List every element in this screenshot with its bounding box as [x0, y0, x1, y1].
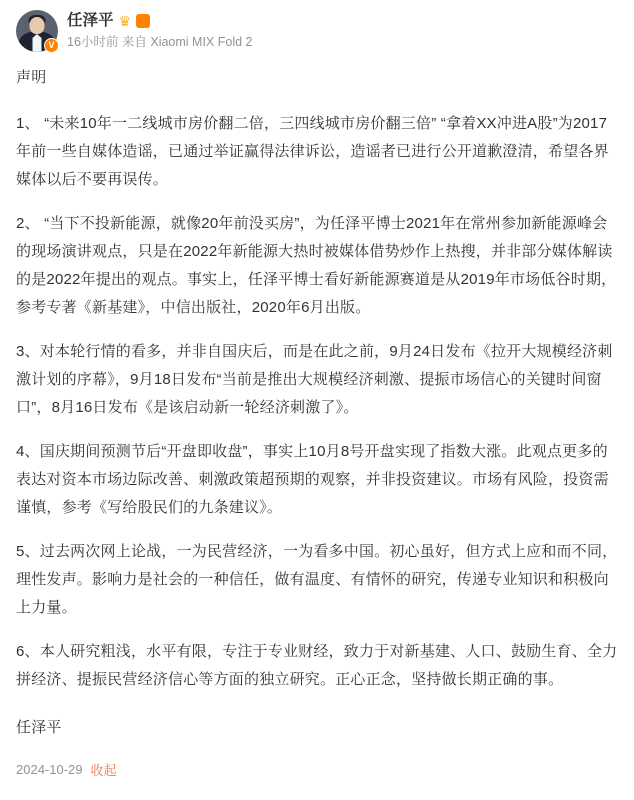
- collapse-button[interactable]: 收起: [90, 763, 117, 778]
- post-signature: 任泽平: [16, 719, 62, 736]
- vip-badge-icon[interactable]: [136, 14, 150, 28]
- crown-icon: ♛: [118, 13, 132, 29]
- post-paragraph-3: 3、对本轮行情的看多，并非自国庆后，而是在此之前，9月24日发布《拉开大规模经济刺激计划的序幕》，9月18日发布“当前是推出大规模经济刺激、提振市场信心的关键时间窗口”，8月16日发布《是该启动新一轮经济刺激了》。: [16, 343, 613, 416]
- post-header: [16, 10, 618, 58]
- post-content: [16, 58, 618, 742]
- post-paragraph-1: 1、 “未来10年一二线城市房价翻二倍，三四线城市房价翻三倍” “拿着XX冲进A股”为2017年前一些自媒体造谣，已通过举证赢得法律诉讼，造谣者已进行公开道歉澄清，希望各界媒体以后不要再误传。: [16, 115, 609, 188]
- post-footer: [16, 756, 618, 793]
- avatar-face: [30, 17, 45, 34]
- author-name[interactable]: 任泽平: [67, 12, 114, 29]
- post-time: 16小时前: [67, 35, 119, 49]
- post-subinfo: [67, 34, 252, 50]
- post-paragraph-6: 6、本人研究粗浅，水平有限，专注于专业财经，致力于对新基建、人口、鼓励生育、全力拼经济、提振民营经济信心等方面的独立研究。正心正念，坚持做长期正确的事。: [16, 643, 618, 688]
- author-row: [67, 11, 252, 31]
- post-source[interactable]: 来自 Xiaomi MIX Fold 2: [121, 35, 253, 49]
- avatar[interactable]: [16, 10, 58, 52]
- post-title: 声明: [16, 69, 47, 86]
- post-paragraph-5: 5、过去两次网上论战，一为民营经济，一为看多中国。初心虽好，但方式上应和而不同，理性发声。影响力是社会的一种信任，做有温度、有情怀的研究，传递专业知识和积极向上力量。: [16, 543, 618, 616]
- post-meta: [67, 10, 252, 50]
- post-paragraph-4: 4、国庆期间预测节后“开盘即收盘”，事实上10月8号开盘实现了指数大涨。此观点更多的表达对资本市场边际改善、刺激政策超预期的观察，并非投资建议。市场有风险，投资需谨慎，参考《写给股民们的九条建议》。: [16, 443, 609, 516]
- post-paragraph-2: 2、 “当下不投新能源，就像20年前没买房”，为任泽平博士2021年在常州参加新能源峰会的现场演讲观点，只是在2022年新能源大热时被媒体借势炒作上热搜，并非部分媒体解读的是2022年提出的观点。事实上，任泽平博士看好新能源赛道是从2019年市场低谷时期，参考专著《新基建》，中信出版社，2020年6月出版。: [16, 215, 617, 316]
- verified-badge-icon: V: [44, 38, 59, 53]
- post-date: 2024-10-29: [16, 762, 83, 777]
